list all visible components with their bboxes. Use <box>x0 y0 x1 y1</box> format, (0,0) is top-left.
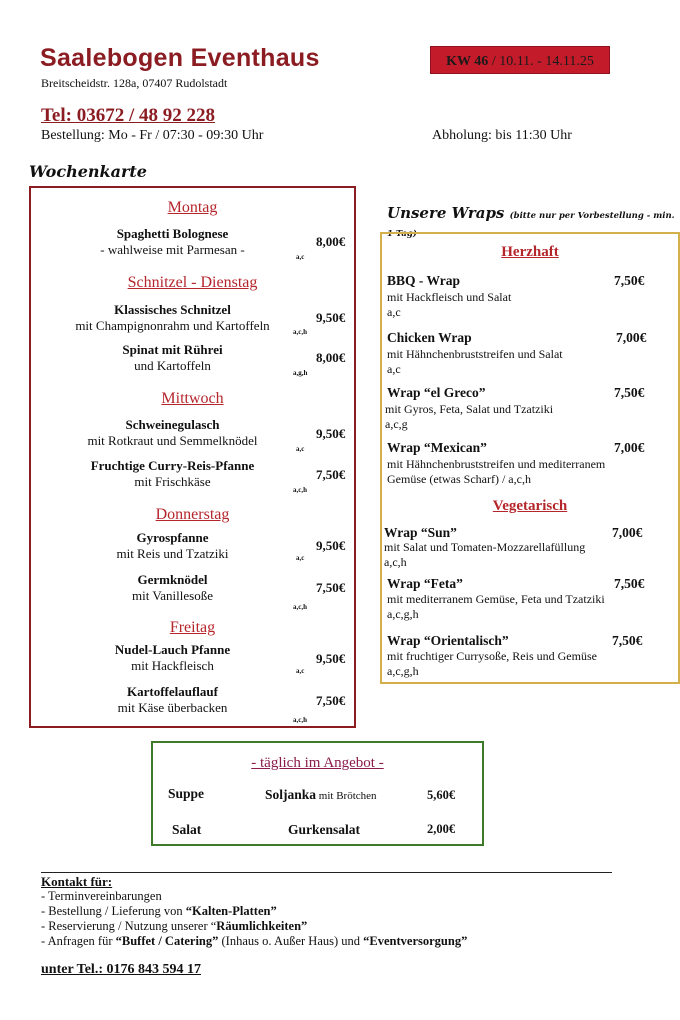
daily-offer-title: - täglich im Angebot - <box>251 755 384 771</box>
contact-line: - Terminvereinbarungen <box>41 889 162 903</box>
menu-dish <box>29 342 316 374</box>
contact-text: (Inhaus o. Außer Haus) und <box>218 934 364 948</box>
dish-price: 8,00€ <box>316 234 346 249</box>
dish-name: Fruchtige Curry-Reis-Pfanne <box>90 458 255 473</box>
menu-dish <box>29 458 316 490</box>
dish-desc: mit Vanillesoße <box>131 588 213 603</box>
wrap-desc-text: mit mediterranem Gemüse, Feta und Tzatziki <box>387 592 605 606</box>
kw-dates: / 10.11. - 14.11.25 <box>488 54 594 69</box>
weekly-menu-title: Wochenkarte <box>29 162 147 181</box>
menu-dish <box>29 572 316 604</box>
wrap-desc-text: mit Gyros, Feta, Salat und Tzatziki <box>385 402 554 416</box>
wrap-name: BBQ - Wrap <box>387 273 461 288</box>
wrap-allergens: a,c <box>387 305 401 319</box>
dish-price: 7,50€ <box>316 580 346 595</box>
dish-desc: mit Käse überbacken <box>117 700 228 715</box>
wrap-price: 7,50€ <box>614 385 645 400</box>
wrap-desc-text: mit Hähnchenbruststreifen und mediterranem <box>387 457 606 471</box>
wrap-allergens: a,c,h <box>384 555 407 569</box>
contact-text: - Anfragen für <box>41 934 116 948</box>
dish-desc: mit Rotkraut und Semmelknödel <box>87 433 258 448</box>
offer-category: Suppe <box>168 786 205 801</box>
dish-allergens: a,c,h <box>293 328 307 336</box>
menu-dish <box>29 417 316 449</box>
dish-name: Spaghetti Bolognese <box>116 226 229 241</box>
wrap-desc-text: mit Hackfleisch und Salat <box>387 290 512 304</box>
day-heading-thursday: Donnerstag <box>155 506 230 523</box>
day-heading-friday: Freitag <box>169 619 216 636</box>
dish-allergens: a,c <box>296 253 305 261</box>
wrap-desc-text-2: Gemüse (etwas Scharf) / a,c,h <box>387 472 531 486</box>
contact-text: - Bestellung / Lieferung von <box>41 904 186 918</box>
calendar-week-badge <box>430 46 610 74</box>
contact-line <box>41 904 277 919</box>
wrap-desc-text: mit Hähnchenbruststreifen und Salat <box>387 347 563 361</box>
dish-desc: und Kartoffeln <box>134 358 211 373</box>
wrap-name: Chicken Wrap <box>387 330 472 345</box>
wrap-desc <box>387 592 677 622</box>
offer-name: Gurkensalat <box>288 822 361 837</box>
wrap-allergens: a,c <box>387 362 401 376</box>
contact-title: Kontakt für: <box>41 874 113 889</box>
contact-highlight: “Eventversorgung” <box>363 934 468 948</box>
dish-price: 9,50€ <box>316 310 346 325</box>
dish-allergens: a,c <box>296 554 305 562</box>
day-heading-tuesday: Schnitzel - Dienstag <box>127 274 258 291</box>
dish-name: Nudel-Lauch Pfanne <box>114 642 231 657</box>
dish-name: Kartoffelauflauf <box>127 684 218 699</box>
dish-allergens: a,c,h <box>293 603 307 611</box>
wrap-name: Wrap “el Greco” <box>387 385 486 400</box>
offer-item <box>265 787 377 803</box>
wrap-price: 7,00€ <box>616 330 647 345</box>
wrap-price: 7,50€ <box>612 633 643 648</box>
offer-name: Soljanka <box>265 787 317 802</box>
wrap-price: 7,50€ <box>614 273 645 288</box>
offer-extra: mit Brötchen <box>316 790 377 802</box>
divider <box>41 872 612 873</box>
menu-dish <box>29 530 316 562</box>
wrap-desc <box>387 347 677 377</box>
wrap-desc <box>387 649 677 679</box>
dish-name: Germknödel <box>137 572 208 587</box>
wrap-desc <box>387 457 677 487</box>
dish-allergens: a,c,h <box>293 486 307 494</box>
wrap-desc <box>385 402 675 432</box>
menu-dish <box>29 226 316 258</box>
dish-allergens: a,g,h <box>293 369 308 377</box>
address: Breitscheidstr. 128a, 07407 Rudolstadt <box>41 76 228 90</box>
dish-desc: - wahlweise mit Parmesan - <box>100 242 245 257</box>
wrap-name: Wrap “Mexican” <box>387 440 487 455</box>
contact-highlight: “Kalten-Platten” <box>185 904 277 918</box>
wraps-note: (bitte nur per Vorbestellung - min. 1 Tag) <box>387 211 675 239</box>
dish-desc: mit Champignonrahm und Kartoffeln <box>75 318 270 333</box>
contact-line <box>41 934 467 949</box>
menu-dish <box>29 684 316 716</box>
dish-price: 9,50€ <box>316 426 346 441</box>
offer-price: 2,00€ <box>427 822 456 836</box>
brand-title: Saalebogen Eventhaus <box>40 44 320 72</box>
phone-number[interactable]: Tel: 03672 / 48 92 228 <box>41 105 215 126</box>
kw-number: KW 46 <box>446 54 489 69</box>
dish-allergens: a,c <box>296 445 305 453</box>
menu-dish <box>29 642 316 674</box>
dish-allergens: a,c,h <box>293 716 307 724</box>
dish-name: Schweinegulasch <box>125 417 220 432</box>
dish-price: 7,50€ <box>316 693 346 708</box>
wrap-name: Wrap “Feta” <box>387 576 463 591</box>
wrap-desc <box>387 290 677 320</box>
wrap-price: 7,00€ <box>612 525 643 540</box>
dish-price: 9,50€ <box>316 651 346 666</box>
contact-text: - Reservierung / Nutzung unserer “ <box>41 919 217 933</box>
wrap-price: 7,00€ <box>614 440 645 455</box>
dish-price: 8,00€ <box>316 350 346 365</box>
menu-dish <box>29 302 316 334</box>
dish-name: Gyrospfanne <box>136 530 209 545</box>
wrap-allergens: a,c,g <box>385 417 408 431</box>
dish-price: 7,50€ <box>316 467 346 482</box>
offer-price: 5,60€ <box>427 788 456 802</box>
wrap-desc-text: mit fruchtiger Currysoße, Reis und Gemüse <box>387 649 597 663</box>
contact-highlight: Räumlichkeiten” <box>216 919 308 933</box>
dish-price: 9,50€ <box>316 538 346 553</box>
dish-desc: mit Reis und Tzatziki <box>116 546 229 561</box>
dish-name: Spinat mit Rührei <box>122 342 223 357</box>
wrap-name: Wrap “Orientalisch” <box>387 633 509 648</box>
wrap-name: Wrap “Sun” <box>384 525 457 540</box>
dish-desc: mit Frischkäse <box>134 474 211 489</box>
section-heading-herzhaft: Herzhaft <box>501 244 559 260</box>
offer-category: Salat <box>172 822 202 837</box>
wrap-desc <box>384 540 674 570</box>
order-hours: Bestellung: Mo - Fr / 07:30 - 09:30 Uhr <box>41 128 264 143</box>
dish-desc: mit Hackfleisch <box>131 658 214 673</box>
wrap-price: 7,50€ <box>614 576 645 591</box>
day-heading-wednesday: Mittwoch <box>161 390 224 407</box>
wrap-allergens: a,c,g,h <box>387 607 419 621</box>
pickup-hours: Abholung: bis 11:30 Uhr <box>432 128 572 143</box>
section-heading-vegetarisch: Vegetarisch <box>492 498 568 514</box>
contact-highlight: “Buffet / Catering” <box>115 934 219 948</box>
dish-name: Klassisches Schnitzel <box>114 302 231 317</box>
day-heading-monday: Montag <box>167 199 218 216</box>
wrap-desc-text: mit Salat und Tomaten-Mozzarellafüllung <box>384 540 586 554</box>
contact-line <box>41 919 307 934</box>
contact-phone[interactable]: unter Tel.: 0176 843 594 17 <box>41 962 201 977</box>
wrap-allergens: a,c,g,h <box>387 664 419 678</box>
wraps-heading: Unsere Wraps <box>387 204 505 222</box>
dish-allergens: a,c <box>296 667 305 675</box>
